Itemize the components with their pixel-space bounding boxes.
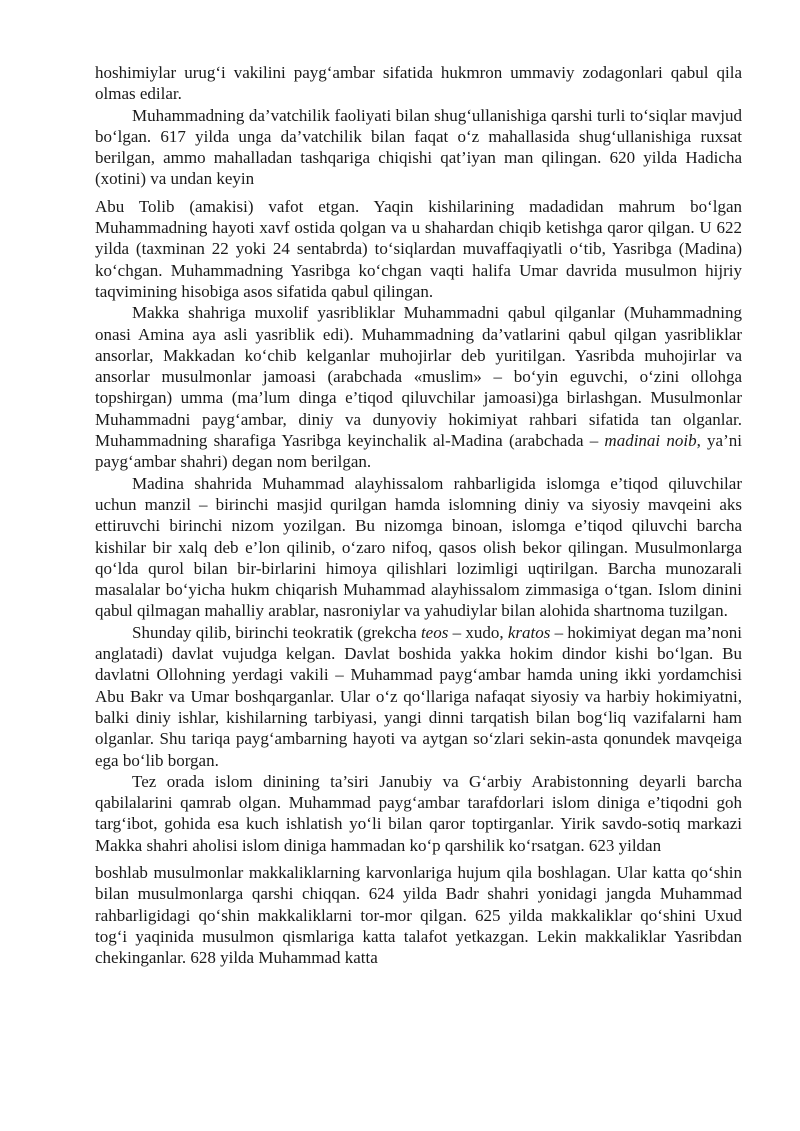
text-run: , ya’ni payg‘ambar shahri) degan nom berilgan. [95, 431, 742, 472]
italic-term: madinai noib [604, 431, 697, 451]
text-run: Muhammadning da’vatchilik faoliyati bilan shug‘ullanishiga qarshi turli to‘siqlar mavjud bo‘lgan. 617 yilda unga da’vatchilik bilan faqat o‘z mahallasida shug‘ullanishiga ruxsat berilgan, ammo mahalladan tashqariga chiqishi qat’iyan man qilingan. 620 yilda Hadicha (xotini) va undan keyin [95, 105, 742, 189]
paragraph-7 [95, 771, 742, 856]
paragraph-8 [95, 862, 742, 968]
text-run: Madina shahrida Muhammad alayhissalom rahbarligida islomga e’tiqod qiluvchilar uchun manzil – birinchi masjid qurilgan hamda islomning diniy va siyosiy mavqeini aks ettiruvchi birinchi nizom yozilgan. Bu nizomga binoan, islomga e’tiqod qiluvchi barcha kishilar bir xalq deb e’lon qilinib, o‘zaro nifoq, qasos olish bekor qilingan. Musulmonlarga qo‘lda qurol bilan bir-birlarini himoya qilishlari lozimligi uqtirilgan. Barcha munozarali masalalar bo‘yicha hukm chiqarish Muhammad alayhissalom zimmasiga o‘tgan. Islom dinini qabul qilmagan mahalliy arablar, nasroniylar va yahudiylar bilan alohida shartnoma tuzilgan. [95, 473, 742, 621]
text-run: Abu Tolib (amakisi) vafot etgan. Yaqin kishilarining madadidan mahrum bo‘lgan Muhammadning hayoti xavf ostida qolgan va u shahardan chiqib ketishga qaror qilgan. U 622 yilda (taxminan 22 yoki 24 sentabrda) to‘siqlardan muvaffaqiyatli o‘tib, Yasribga (Madina) ko‘chgan. Muhammadning Yasribga ko‘chgan vaqti halifa Umar davrida musulmon hijriy taqvimining hisobiga asos sifatida qabul qilingan. [95, 196, 742, 301]
text-run: boshlab musulmonlar makkaliklarning karvonlariga hujum qila boshlagan. Ular katta qo‘shin bilan musulmonlarga qarshi chiqqan. 624 yilda Badr shahri yonidagi jangda Muhammad rahbarligidagi qo‘shin makkaliklarni tor-mor qilgan. 625 yilda makkaliklar qo‘shini Uxud tog‘i yaqinida musulmon qismlariga katta talafot yetkazgan. Lekin makkaliklar Yasribdan chekinganlar. 628 yilda Muhammad katta [95, 862, 742, 968]
paragraph-2 [95, 105, 742, 190]
paragraph-5 [95, 473, 742, 622]
paragraph-1 [95, 62, 742, 105]
paragraph-4 [95, 302, 742, 472]
text-run: hoshimiylar urug‘i vakilini payg‘ambar sifatida hukmron ummaviy zodagonlari qabul qila olmas edilar. [95, 63, 742, 104]
text-run: – xudo, [448, 622, 508, 642]
italic-term: kratos [507, 622, 551, 642]
paragraph-6 [95, 622, 742, 771]
text-run: – hokimiyat degan ma’noni anglatadi) davlat vujudga kelgan. Davlat boshida yakka hokim dindor kishi bo‘lgan. Bu davlatni Ollohning yerdagi vakili – Muhammad payg‘ambar hamda uning ikki yordamchisi Abu Bakr va Umar boshqarganlar. Ular o‘z qo‘llariga nafaqat siyosiy va harbiy hokimiyatni, balki diniy ishlar, kishilarning tarbiyasi, yangi dinni tarqatish bilan bog‘liq vazifalarni ham olganlar. Shu tariqa payg‘ambarning hayoti va aytgan so‘zlari sekin-asta qonundek mavqeiga ega bo‘lib borgan. [95, 622, 743, 770]
text-run: Shunday qilib, birinchi teokratik (grekcha [132, 622, 421, 642]
italic-term: teos [420, 622, 449, 642]
text-run: Tez orada islom dinining ta’siri Janubiy va G‘arbiy Arabistonning deyarli barcha qabilalarini qamrab olgan. Muhammad payg‘ambar tarafdorlari islom diniga e’tiqodni goh targ‘ibot, gohida esa kuch ishlatish yo‘li bilan qaror toptirganlar. Yirik savdo-sotiq markazi Makka shahri aholisi islom diniga hammadan ko‘p qarshilik ko‘rsatgan. 623 yildan [95, 771, 742, 855]
paragraph-3 [95, 196, 742, 302]
text-run: Makka shahriga muxolif yasribliklar Muhammadni qabul qilganlar (Muhammadning onasi Amina aya asli yasriblik edi). Muhammadning da’vatlarini qabul qilgan yasribliklar ansorlar, Makkadan ko‘chib kelganlar muhojirlar deb yuritilgan. Yasribda muhojirlar va ansorlar musulmonlar jamoasi (arabchada «muslim» – bo‘yin eguvchi, o‘zini ollohga topshirgan) umma (ma’lum dinga e’tiqod qiluvchilar jamoasi)ga birlashgan. Musulmonlar Muhammadni payg‘ambar, diniy va dunyoviy hokimiyat rahbari sifatida tan olganlar. Muhammadning sharafiga Yasribga keyinchalik al-Madina (arabchada – [95, 303, 742, 451]
